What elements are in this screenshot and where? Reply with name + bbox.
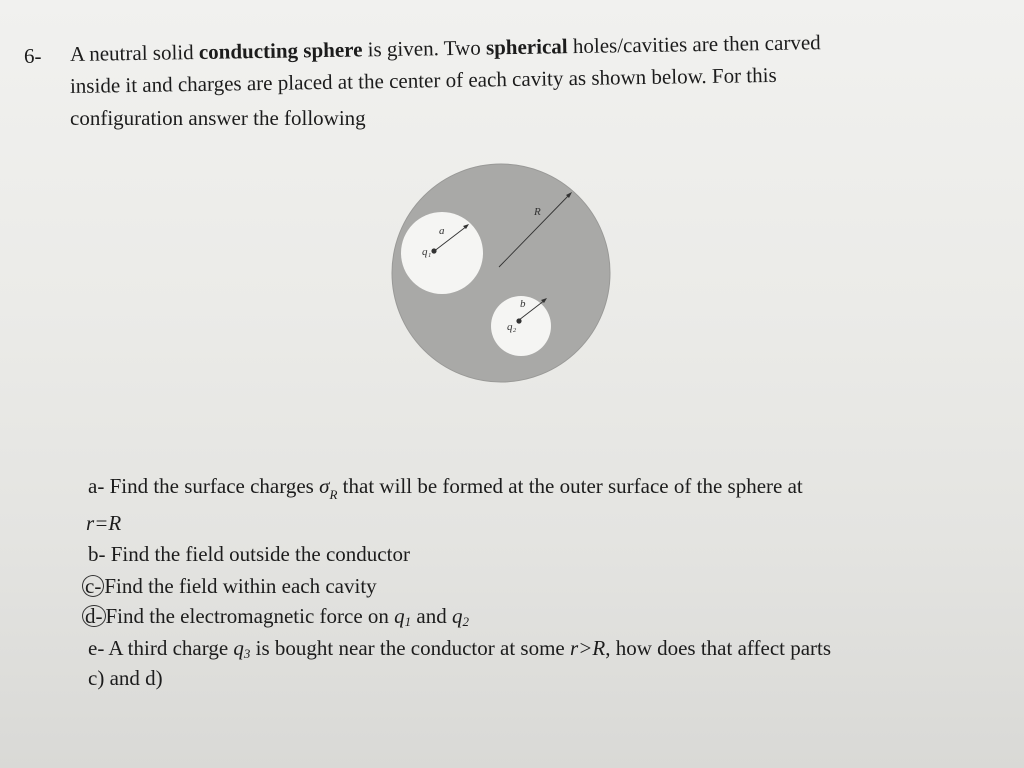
sigma-subscript: R [329, 487, 338, 502]
part-e-text: e- A third charge [88, 636, 234, 660]
part-a-line-2 [86, 511, 121, 536]
part-d-handwritten-mark: d- [82, 605, 106, 627]
part-d-text: Find the electromagnetic force on [105, 604, 395, 628]
part-c-handwritten-mark: c- [82, 575, 104, 597]
part-e-line-2: c) and d) [88, 666, 163, 690]
part-a-text: a- Find the surface charges [88, 474, 320, 498]
q1-subscript: 1 [404, 614, 412, 629]
label-a: a [439, 225, 445, 237]
label-R: R [534, 206, 541, 218]
part-d [82, 604, 469, 630]
part-c [82, 574, 377, 599]
part-d-and: and [411, 604, 452, 628]
part-b: b- Find the field outside the conductor [88, 542, 410, 566]
q1-variable: q [394, 604, 405, 628]
label-q2: q₂ [507, 321, 517, 333]
question-line-3: configuration answer the following [70, 106, 366, 130]
greater-than-R: >R [578, 636, 606, 660]
charge-q2-dot [516, 318, 521, 323]
label-b: b [520, 298, 526, 310]
sphere-diagram [380, 160, 620, 390]
bold-term-spherical: spherical [485, 34, 568, 60]
r-variable: r [570, 636, 579, 660]
sigma-symbol: σ [319, 474, 330, 498]
equals-R: =R [94, 511, 122, 535]
part-c-text: Find the field within each cavity [104, 574, 377, 598]
question-line-1 [70, 30, 821, 67]
charge-q1-dot [431, 248, 436, 253]
part-a [88, 474, 803, 503]
part-e-middle: is bought near the conductor at some [250, 636, 570, 660]
question-number: 6- [24, 44, 42, 68]
q3-subscript: 3 [243, 646, 251, 661]
part-e-rest: , how does that affect parts [605, 636, 832, 660]
part-a-text-rest: that will be formed at the outer surface of the sphere at [337, 474, 803, 498]
part-e [88, 636, 831, 662]
label-q1: q₁ [422, 246, 432, 258]
question-text: A neutral solid [69, 39, 200, 66]
q2-variable: q [451, 604, 463, 628]
q3-variable: q [233, 636, 244, 660]
q2-subscript: 2 [462, 614, 469, 629]
r-variable: r [86, 511, 95, 535]
question-text: holes/cavities are then carved [567, 30, 821, 59]
question-line-2: inside it and charges are placed at the center of each cavity as shown below. For this [69, 62, 777, 98]
question-text: is given. Two [362, 35, 487, 62]
bold-term-conducting-sphere: conducting sphere [198, 37, 363, 64]
